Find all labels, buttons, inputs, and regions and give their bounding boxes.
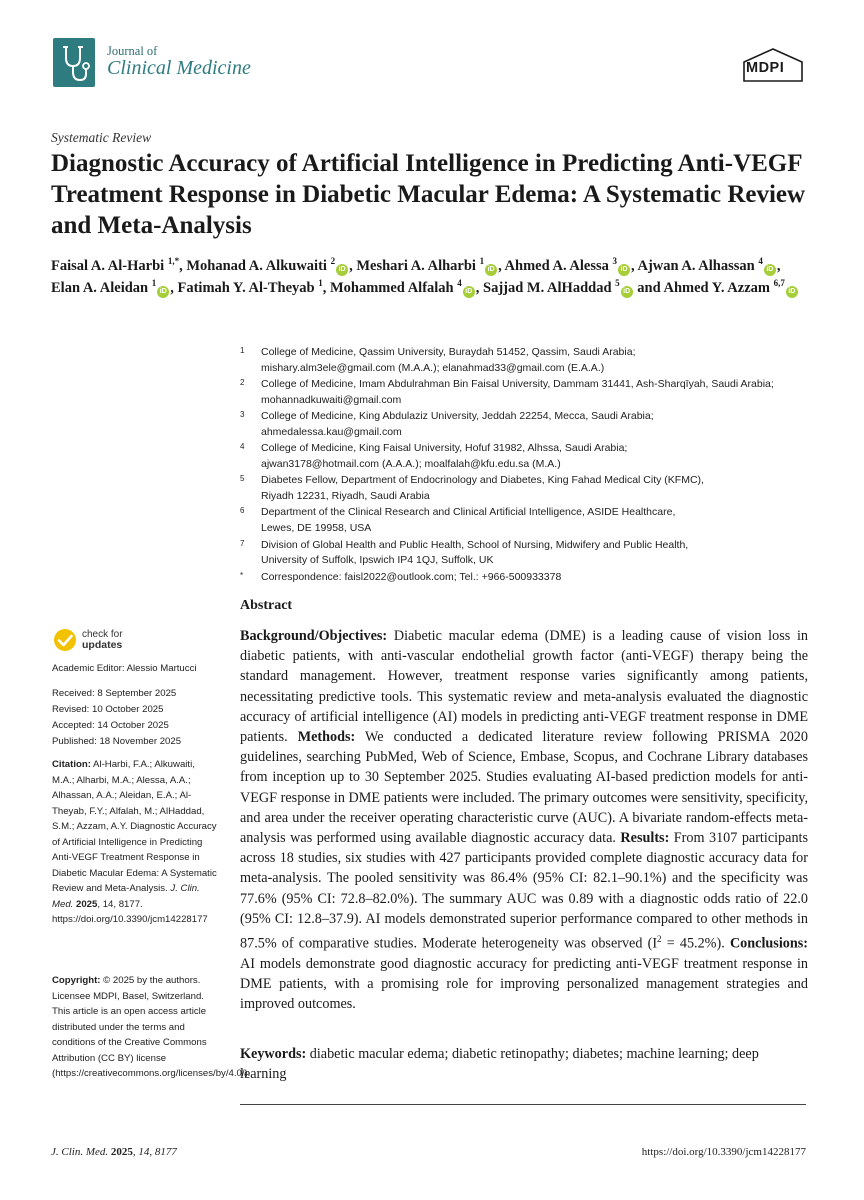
affiliation-item [240,570,820,586]
results-text-end: = 45.2%). [661,935,725,952]
affiliation-line: College of Medicine, King Faisal University, Hofuf 31982, Alhssa, Saudi Arabia; [261,442,628,455]
stethoscope-icon [53,38,95,87]
affiliation-line: mishary.alm3ele@gmail.com (M.A.A.); elanahmad33@gmail.com (E.A.A.) [261,361,605,374]
check-for-updates-badge[interactable] [53,628,77,652]
affiliation-number: 2 [240,378,245,388]
author-name[interactable]: Fatimah Y. Al-Theyab [177,279,319,296]
affiliation-item [240,377,820,409]
author-name[interactable]: Mohammed Alfalah [329,279,458,296]
affiliation-line: Division of Global Health and Public Health, School of Nursing, Midwifery and Public Health, [261,538,689,551]
author-name[interactable]: Mohanad A. Alkuwaiti [186,258,331,274]
citation-year: 2025 [76,898,98,910]
affiliation-item [240,345,820,377]
affiliation-line: College of Medicine, Imam Abdulrahman Bin Faisal University, Dammam 31441, Ash-Sharqīyah, Saudi Arabia; [261,378,774,391]
keywords-text: diabetic macular edema; diabetic retinopathy; diabetes; machine learning; deep learning [240,1046,759,1083]
author-and: and [637,279,664,296]
results-text: From 3107 participants across 18 studies, six studies with 427 participants provided complete diagnostic accuracy data for meta-analysis. The pooled sensitivity was 86.4% (95% CI: 82.1–90.1%) and the specificity was 77.6% (95% CI: 72.8–82.0%). The summary AUC was 0.89 with a diagnostic odds ratio of 22.0 (95% CI: 12.8–37.9). AI models demonstrated superior performance compared to other methods in 87.5% of comparative studies. Moderate heterogeneity was observed (I [240,830,808,952]
author-list: Faisal A. Al-Harbi $^{1,*}$, Mohanad A. Alkuwaiti $^2$iD , Meshari A. Alharbi $^1$iD , Ahmed A. Alessa $^3$iD , Ajwan A. Alhassan $^4$iD , Elan A. Aleidan $^1$iD , Fatimah Y. Al-Theyab $^1$, Mohammed Alfalah $^4$iD , Sajjad M. AlHaddad $^5$iD and Ahmed Y. Azzam $^{6,7}$iD [51,256,811,299]
author-affiliation-sup: 1 [151,277,157,288]
footer-journal: J. Clin. Med. [51,1146,109,1158]
affiliation-number: 4 [240,442,245,452]
affiliation-item [240,473,820,505]
author-name[interactable]: Elan A. Aleidan [51,279,152,296]
methods-label: Methods: [297,729,356,746]
affiliation-number: 1 [240,346,245,355]
citation-text: Al-Harbi, F.A.; Alkuwaiti, M.A.; Alharbi, M.A.; Alessa, A.A.; Alhassan, A.A.; Aleidan, E.A.; Al-Theyab, F.Y.; Alfalah, M.; AlHaddad, S.M.; Azzam, A.Y. Diagnostic Accuracy of Artificial Intelligence in Predicting Anti-VEGF Treatment Response in Diabetic Macular Edema: A Systematic Review and Meta-Analysis. [52,759,217,894]
author-affiliation-sup: 1 [318,277,323,288]
affiliation-item [240,505,820,537]
author-name[interactable]: Ahmed Y. Azzam [663,279,774,296]
publisher-name: MDPI [746,60,785,76]
author-name[interactable]: Ajwan A. Alhassan [637,258,759,274]
affiliation-item [240,409,820,441]
abstract-body [240,626,808,1015]
copyright-text: © 2025 by the authors. Licensee MDPI, Basel, Switzerland. This article is an open access article distributed under the terms and conditions of the Creative Commons Attribution (CC BY) license (https://creativecommons.org/licenses/by/4.0/). [52,975,251,1079]
date-received: Received: 8 September 2025 [52,688,177,699]
affiliation-line: ahmedalessa.kau@gmail.com [261,425,402,438]
footer-doi[interactable]: https://doi.org/10.3390/jcm14228177 [641,1146,806,1158]
divider [240,1104,806,1105]
journal-name-prefix: Journal of [107,44,158,58]
affiliation-number: 5 [240,474,245,484]
orcid-icon[interactable]: iD [786,286,798,298]
affiliation-line: Diabetes Fellow, Department of Endocrinology and Diabetes, King Fahad Medical City (KFMC), [261,474,704,487]
citation-block [52,757,218,928]
author-affiliation-sup: 4 [758,256,763,267]
affiliation-line: Correspondence: faisl2022@outlook.com; Tel.: +966-500933378 [261,570,562,583]
citation-journal: J. Clin. Med. [52,883,200,910]
author-affiliation-sup: 1 [479,256,485,267]
affiliation-line: Riyadh 12231, Riyadh, Saudi Arabia [261,490,430,503]
author-affiliation-sup: 1,* [167,256,180,267]
affiliation-line: Lewes, DE 19958, USA [261,522,372,535]
academic-editor: Academic Editor: Alessio Martucci [52,663,197,674]
author-name[interactable]: Ahmed A. Alessa [504,258,613,274]
citation-label: Citation: [52,759,91,770]
author-affiliation-sup: 5 [615,277,620,288]
affiliations [240,345,820,586]
orcid-icon[interactable]: iD [764,264,776,276]
orcid-icon[interactable]: iD [157,286,169,298]
affiliation-number: 7 [240,538,245,548]
author-name[interactable]: Meshari A. Alharbi [356,258,480,274]
author-name[interactable]: Sajjad M. AlHaddad [483,279,616,296]
journal-logo [53,38,95,87]
results-superscript: 2 [657,934,662,945]
article-type: Systematic Review [51,130,152,145]
orcid-icon[interactable]: iD [618,264,630,276]
footer-year: 2025 [110,1146,133,1158]
orcid-icon[interactable]: iD [336,264,348,276]
date-revised: Revised: 10 October 2025 [52,704,164,715]
affiliation-line: College of Medicine, King Abdulaziz University, Jeddah 22254, Mecca, Saudi Arabia; [261,410,654,423]
copyright-block [52,973,251,1082]
affiliation-line: Department of the Clinical Research and Clinical Artificial Intelligence, ASIDE Healthcare, [261,506,676,519]
author-name[interactable]: Faisal A. Al-Harbi [51,258,168,274]
affiliation-number: 3 [240,410,245,420]
keywords [240,1044,808,1084]
results-label: Results: [620,830,670,847]
check-updates-label-bold[interactable]: updates [82,639,123,651]
background-text: Diabetic macular edema (DME) is a leading cause of vision loss in diabetic patients, with anti-vascular endothelial growth factor (anti-VEGF) therapy being the standard management. However, treatment response varies significantly among patients, necessitating predictive tools. This systematic review and meta-analysis evaluated the diagnostic accuracy of artificial intelligence (AI) models in predicting anti-VEGF treatment response in DME patients. [240,628,809,746]
abstract-heading: Abstract [240,598,293,613]
conclusions-text: AI models demonstrate good diagnostic accuracy for predicting anti-VEGF treatment response in DME patients, with a promising role for improving personalized management strategies and improved outcomes. [240,955,808,1013]
affiliation-item [240,441,820,473]
keywords-label: Keywords: [240,1046,307,1062]
orcid-icon[interactable]: iD [621,286,633,298]
author-affiliation-sup: 2 [330,256,336,267]
affiliation-line: mohannadkuwaiti@gmail.com [261,393,402,406]
author-affiliation-sup: 6,7 [773,277,785,288]
check-updates-label[interactable]: check for [82,629,123,640]
orcid-icon[interactable]: iD [463,286,475,298]
copyright-label: Copyright: [52,975,101,986]
affiliation-line: College of Medicine, Qassim University, Buraydah 51452, Qassim, Saudi Arabia; [261,346,636,358]
article-title: Diagnostic Accuracy of Artificial Intelligence in Predicting Anti-VEGF Treatment Response in Diabetic Macular Edema: A Systematic Review and Meta-Analysis [51,150,806,239]
author-affiliation-sup: 3 [612,256,618,267]
author-affiliation-sup: 4 [457,277,462,288]
check-updates-icon [53,628,77,652]
affiliation-number: * [240,570,244,580]
affiliation-line: ajwan3178@hotmail.com (A.A.A.); moalfalah@kfu.edu.sa (M.A.) [261,458,561,471]
affiliation-number: 6 [240,506,245,516]
publisher-logo[interactable] [742,48,804,82]
date-published: Published: 18 November 2025 [52,736,182,747]
affiliation-line: University of Suffolk, Ipswich IP4 1QJ, Suffolk, UK [261,554,494,567]
orcid-icon[interactable]: iD [485,264,497,276]
footer-volume: , 14, 8177 [132,1146,177,1158]
background-label: Background/Objectives: [240,628,388,644]
journal-name[interactable]: Clinical Medicine [107,57,251,79]
date-accepted: Accepted: 14 October 2025 [52,720,169,731]
conclusions-label: Conclusions: [729,935,808,952]
methods-text: We conducted a dedicated literature review following PRISMA 2020 guidelines, searching PubMed, Web of Science, Embase, Scopus, and Cochrane Library databases from inception up to 30 September 2025. Studies evaluating AI-based prediction models for anti-VEGF response in DME patients were included. The primary outcomes were sensitivity, specificity, and area under the receiver operating characteristic curve (AUC). A bivariate random-effects meta-analysis was performed using available diagnostic accuracy data. [240,729,808,847]
citation-doi[interactable]: , 14, 8177. https://doi.org/10.3390/jcm14228177 [52,898,208,925]
affiliation-item [240,538,820,570]
footer-citation [51,1146,177,1158]
